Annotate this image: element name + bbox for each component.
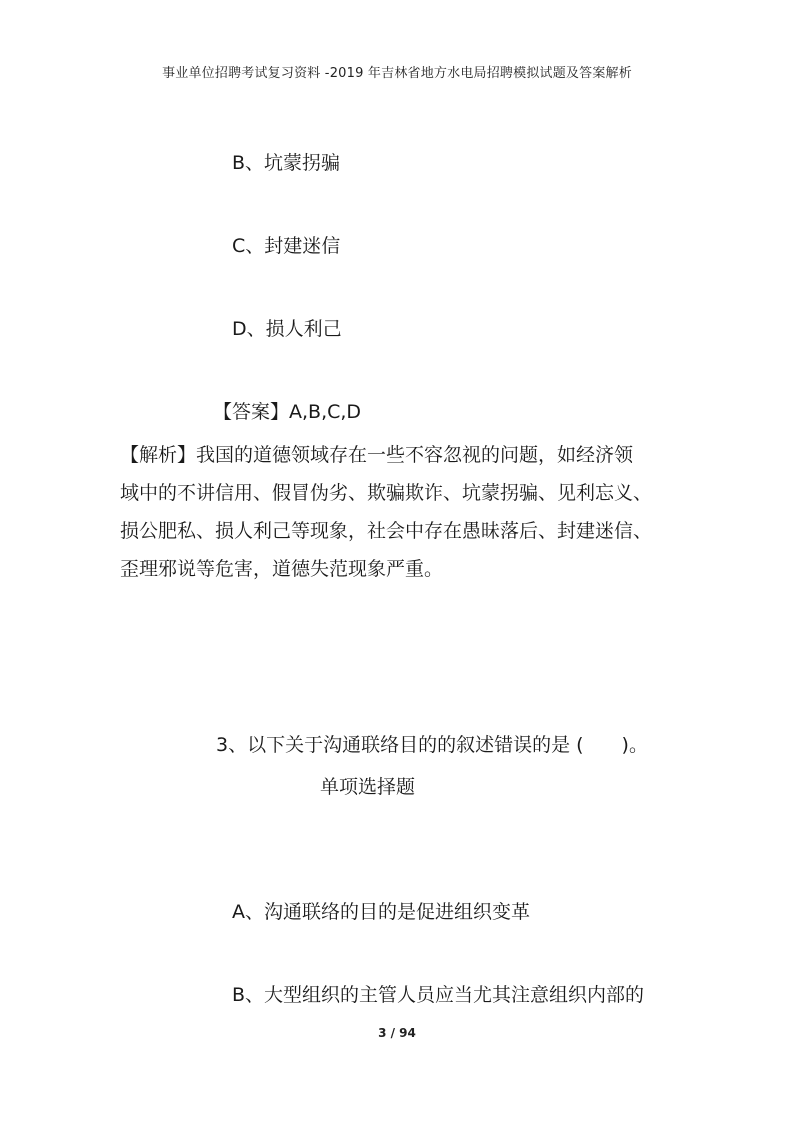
question-option-b: B、大型组织的主管人员应当尤其注意组织内部的 (232, 984, 645, 1006)
analysis-line: 【解析】我国的道德领域存在一些不容忽视的问题，如经济领 (120, 444, 634, 466)
question-type: 单项选择题 (320, 776, 416, 798)
analysis-line: 域中的不讲信用、假冒伪劣、欺骗欺诈、坑蒙拐骗、见利忘义、 (120, 482, 653, 504)
option-c: C、封建迷信 (232, 235, 341, 257)
analysis-line: 损公肥私、损人利己等现象，社会中存在愚昧落后、封建迷信、 (120, 520, 653, 542)
question-title: 3、以下关于沟通联络目的的叙述错误的是 ( )。 (216, 734, 648, 756)
analysis-paragraph (120, 436, 690, 588)
answer-text: 【答案】A,B,C,D (213, 401, 362, 423)
question-option-a: A、沟通联络的目的是促进组织变革 (232, 901, 530, 923)
page-number: 3 / 94 (378, 1026, 416, 1040)
option-b: B、坑蒙拐骗 (232, 152, 341, 174)
option-d: D、损人利己 (232, 318, 342, 340)
page-header: 事业单位招聘考试复习资料 -2019 年吉林省地方水电局招聘模拟试题及答案解析 (162, 66, 632, 81)
analysis-line: 歪理邪说等危害，道德失范现象严重。 (120, 558, 444, 580)
